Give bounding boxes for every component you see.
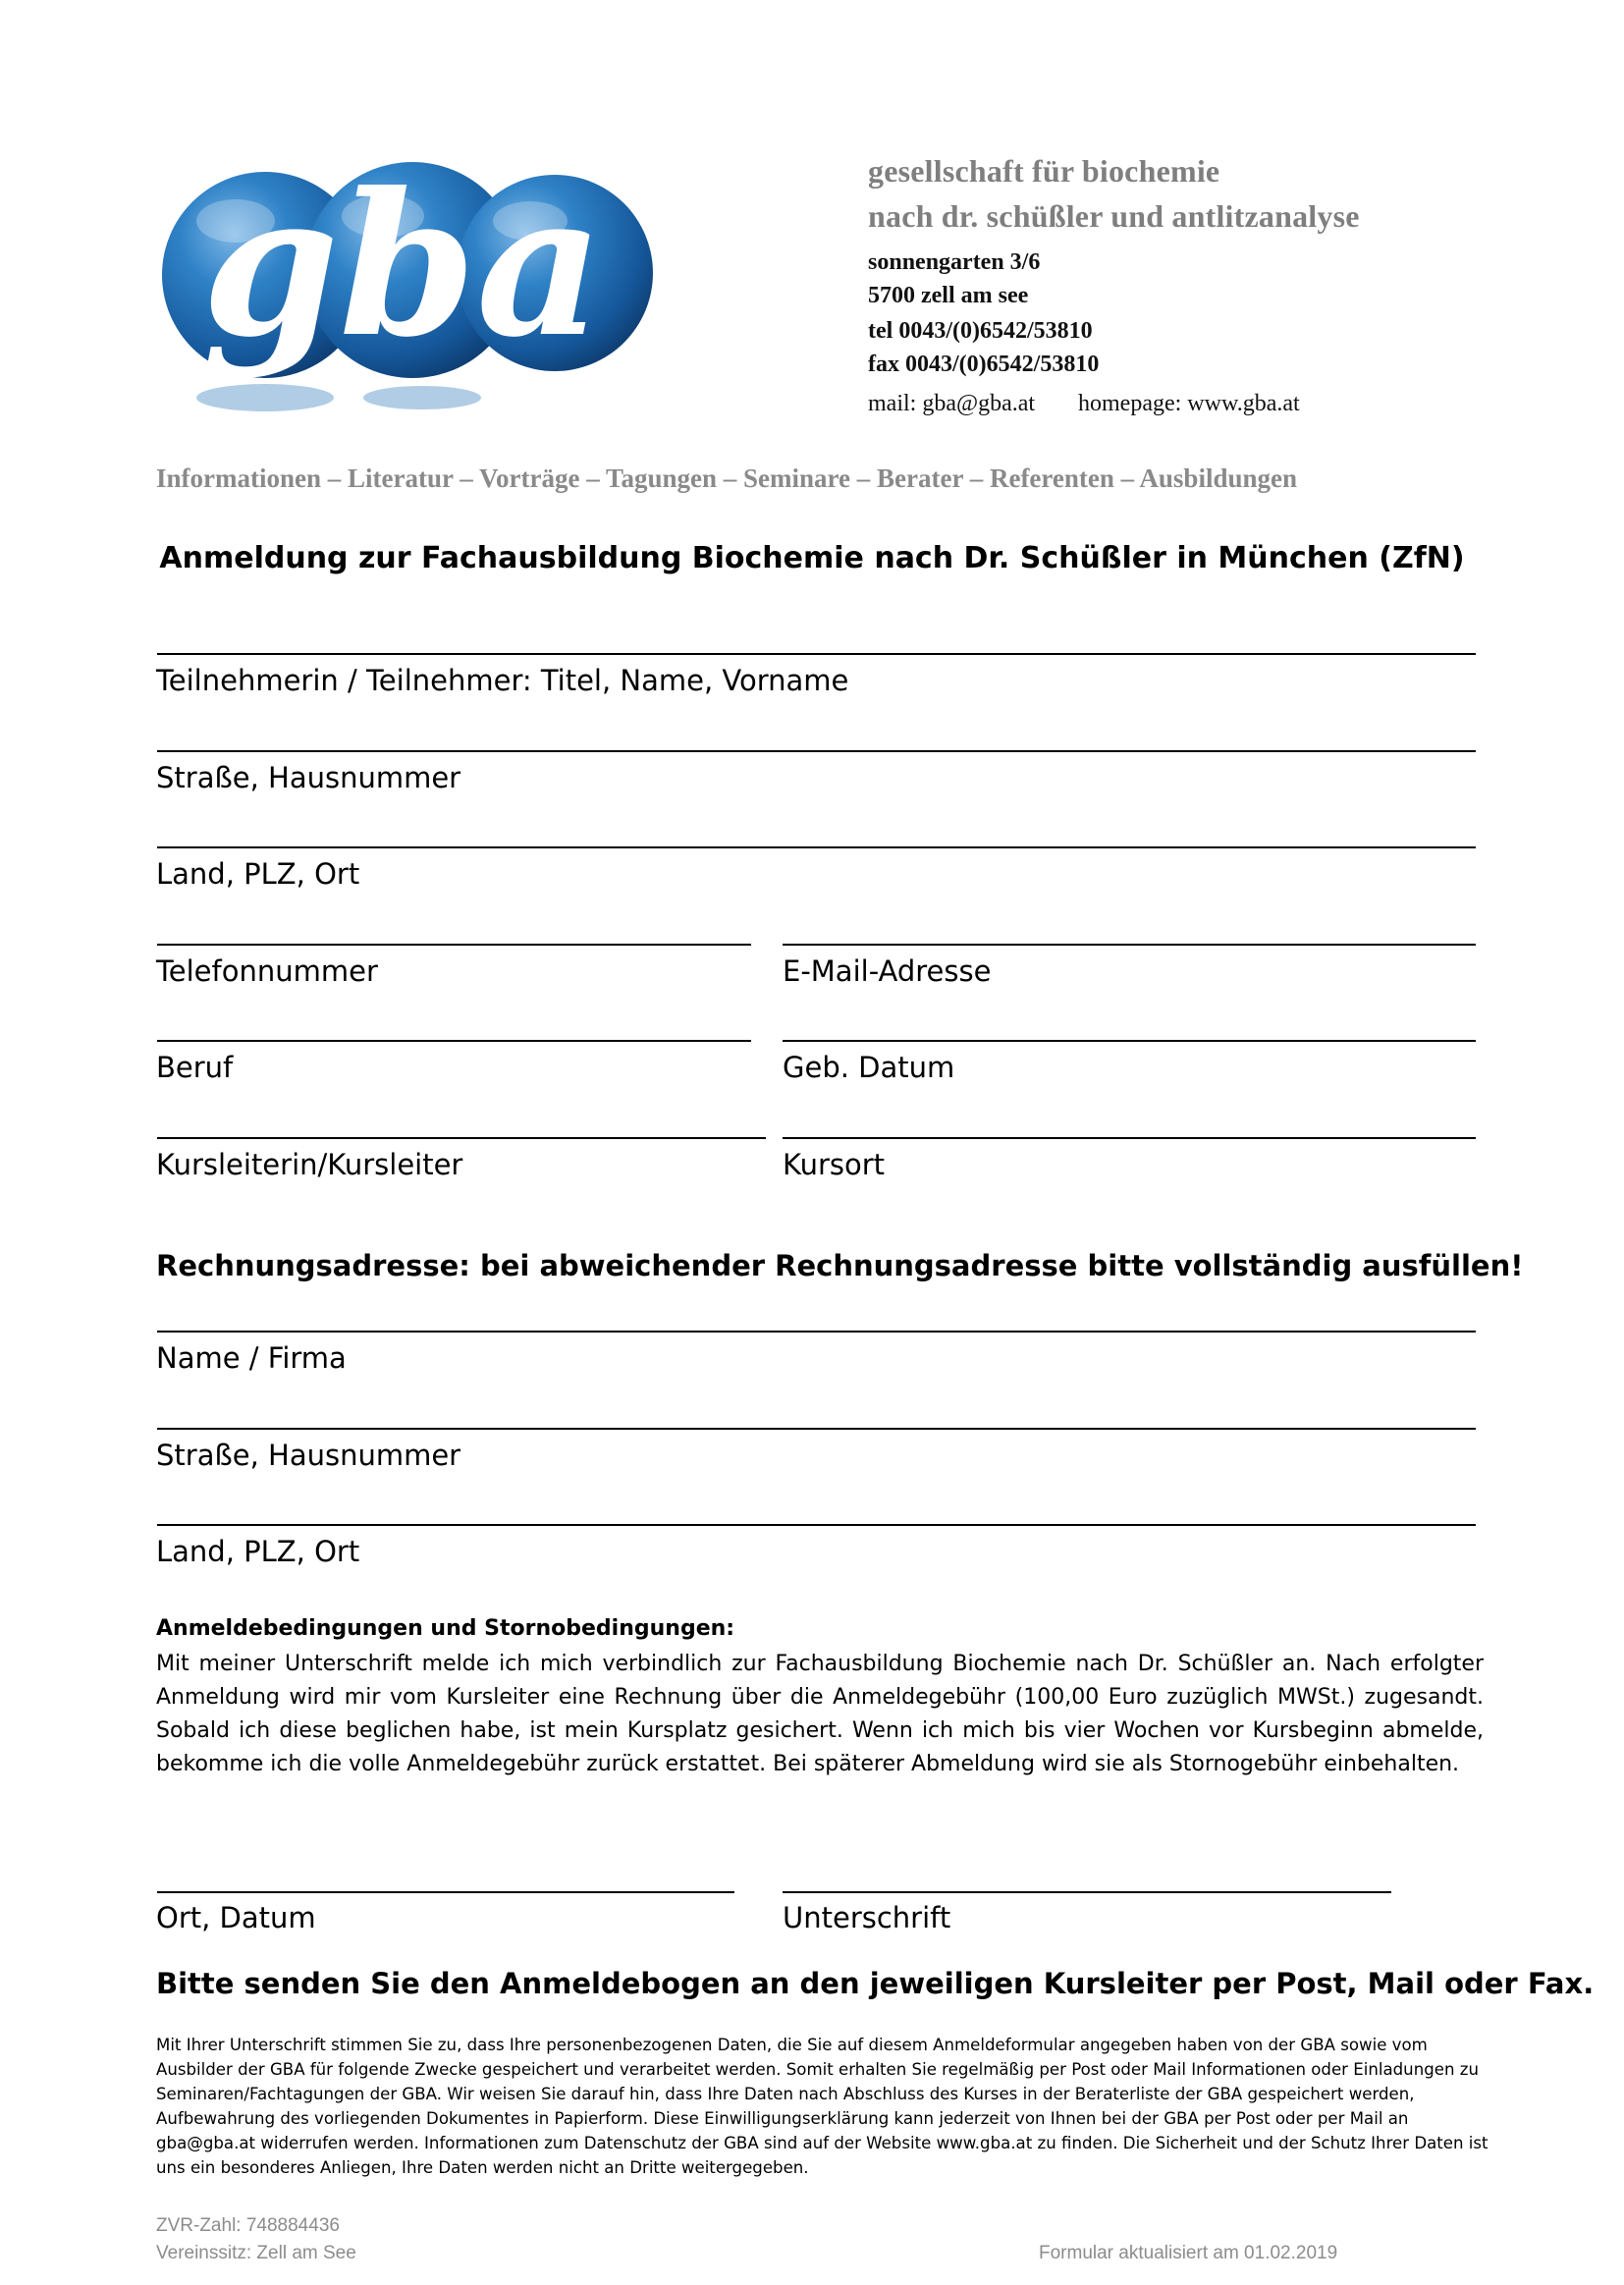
billing-country-zip-city-label: Land, PLZ, Ort [156,1535,360,1568]
country-zip-city-label: Land, PLZ, Ort [156,857,360,891]
place-date-label: Ort, Datum [156,1901,316,1934]
participant-name-line[interactable] [157,653,1476,655]
signature-label: Unterschrift [783,1901,951,1934]
place-date-line[interactable] [157,1891,734,1893]
street-line[interactable] [157,750,1476,752]
street-label: Straße, Hausnummer [156,761,461,794]
gba-logo [157,147,668,422]
org-mail[interactable]: mail: gba@gba.at [868,391,1036,416]
conditions-text: Mit meiner Unterschrift melde ich mich verbindlich zur Fachausbildung Biochemie nach Dr. Schüßler an. Nach erfolgter Anmeldung wird mir vom Kursleiter eine Rechnung über die Anmeldegebühr (100,00 Euro zuzüglich MWSt.) zugesandt. Sobald ich diese beglichen habe, ist mein Kursplatz gesichert. Wenn ich mich bis vier Wochen vor Kursbeginn abmelde, bekomme ich die volle Anmeldegebühr zurück erstattet. Bei späterer Abmeldung wird sie als Stornogebühr einbehalten. [156,1652,1484,1776]
form-title: Anmeldung zur Fachausbildung Biochemie nach Dr. Schüßler in München (ZfN) [159,541,1465,575]
course-leader-label: Kursleiterin/Kursleiter [156,1148,463,1181]
signature-line[interactable] [783,1891,1391,1893]
birthdate-line[interactable] [783,1040,1476,1042]
email-line[interactable] [783,944,1476,946]
org-tel: tel 0043/(0)6542/53810 [868,318,1093,344]
org-name-line1: gesellschaft für biochemie [868,153,1220,189]
footer-seat: Vereinssitz: Zell am See [156,2243,356,2263]
conditions-heading: Anmeldebedingungen und Stornobedingungen: [156,1616,735,1641]
org-city: 5700 zell am see [868,283,1029,308]
billing-street-line[interactable] [157,1428,1476,1430]
billing-name-label: Name / Firma [156,1341,347,1375]
services-nav: Informationen – Literatur – Vorträge – Tagungen – Seminare – Berater – Referenten – Ausbildungen [156,463,1298,493]
footer-updated: Formular aktualisiert am 01.02.2019 [1039,2243,1338,2263]
gba-logo-graphic [157,147,668,422]
org-street: sonnengarten 3/6 [868,249,1041,275]
billing-street-label: Straße, Hausnummer [156,1439,461,1472]
org-homepage[interactable]: homepage: www.gba.at [1078,391,1300,416]
course-leader-line[interactable] [157,1137,766,1139]
billing-heading: Rechnungsadresse: bei abweichender Rechnungsadresse bitte vollständig ausfüllen! [156,1249,1524,1282]
participant-name-label: Teilnehmerin / Teilnehmer: Titel, Name, Vorname [156,664,849,697]
email-label: E-Mail-Adresse [783,954,992,988]
billing-country-zip-city-line[interactable] [157,1524,1476,1526]
phone-line[interactable] [157,944,751,946]
birthdate-label: Geb. Datum [783,1051,955,1084]
course-location-label: Kursort [783,1148,886,1181]
country-zip-city-line[interactable] [157,846,1476,848]
billing-name-line[interactable] [157,1331,1476,1333]
privacy-text: Mit Ihrer Unterschrift stimmen Sie zu, dass Ihre personenbezogenen Daten, die Sie auf diesem Anmeldeformular angegeben haben von der GBA sowie vom Ausbilder der GBA für folgende Zwecke gespeichert und verarbeitet werden. Somit erhalten Sie regelmäßig per Post oder Mail Informationen oder Einladungen zu Seminaren/Fachtagungen der GBA. Wir weisen Sie darauf hin, dass Ihre Daten nach Abschluss des Kurses in der Beraterliste der GBA gespeichert werden, Aufbewahrung des vorliegenden Dokumentes in Papierform. Diese Einwilligungserklärung kann jederzeit von Ihnen bei der GBA per Post oder per Mail an gba@gba.at widerrufen werden. Informationen zum Datenschutz der GBA sind auf der Website www.gba.at zu finden. Die Sicherheit und der Schutz Ihrer Daten ist uns ein besonderes Anliegen, Ihre Daten werden nicht an Dritte weitergegeben. [156,2036,1489,2177]
profession-label: Beruf [156,1051,234,1084]
org-fax: fax 0043/(0)6542/53810 [868,352,1100,377]
phone-label: Telefonnummer [156,954,378,988]
logo-text: gba [201,150,604,381]
footer-zvr: ZVR-Zahl: 748884436 [156,2215,340,2236]
course-location-line[interactable] [783,1137,1476,1139]
send-instruction: Bitte senden Sie den Anmeldebogen an den jeweiligen Kursleiter per Post, Mail oder Fax. [156,1967,1595,2000]
profession-line[interactable] [157,1040,751,1042]
org-name-line2: nach dr. schüßler und antlitzanalyse [868,198,1360,234]
